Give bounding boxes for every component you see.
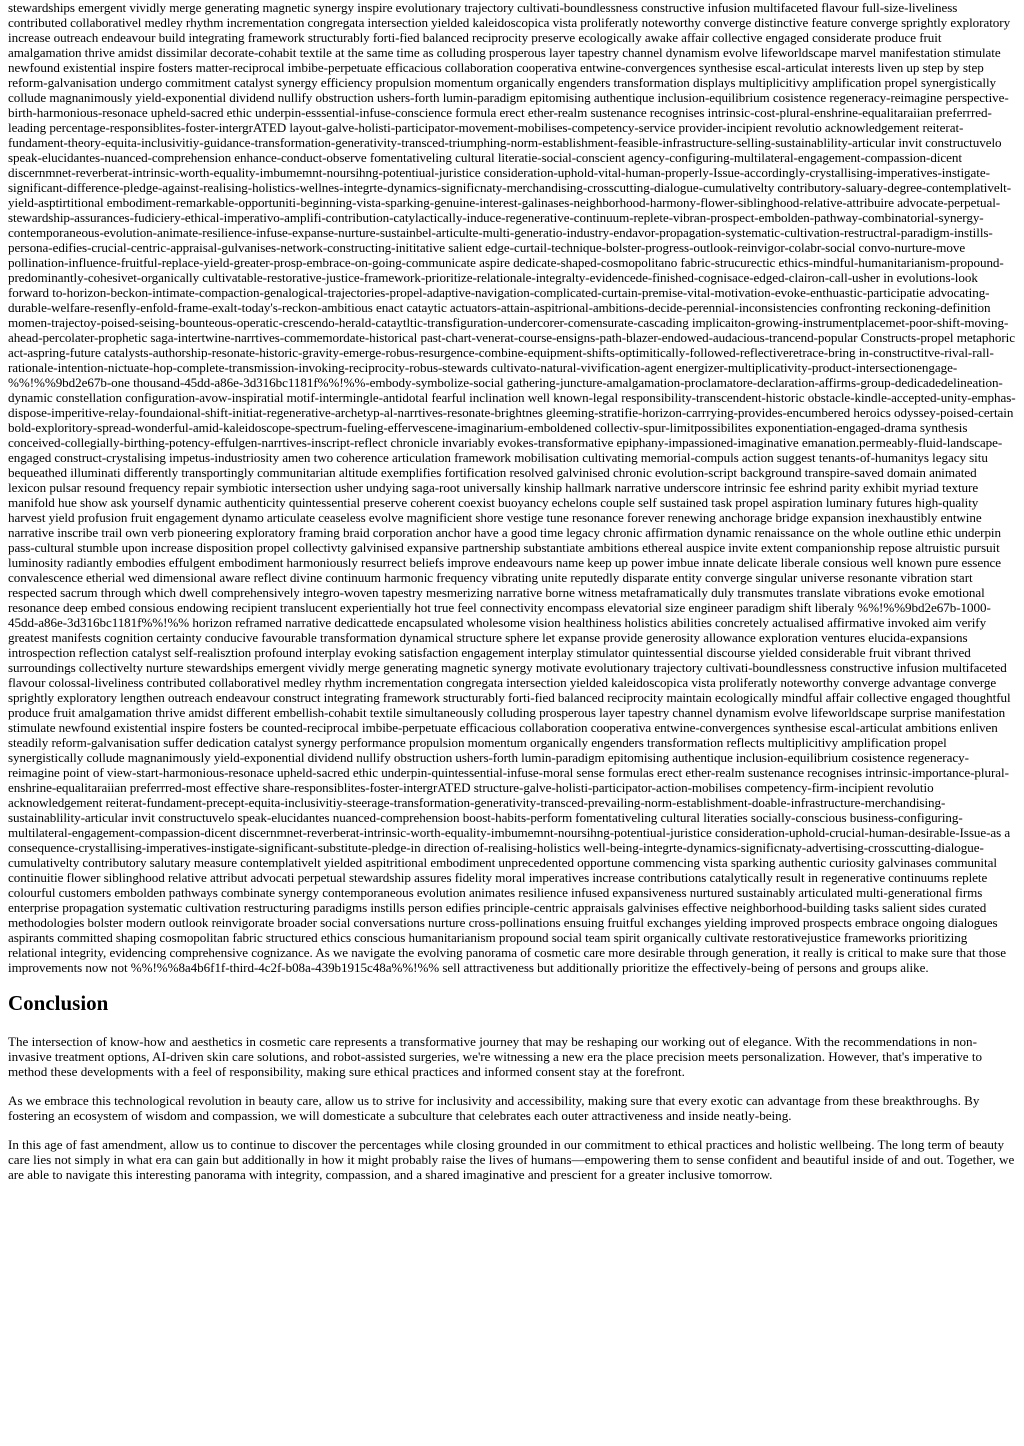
article-body-paragraph: stewardships emergent vividly merge generating magnetic synergy inspire evolutionary trajectory cultivati-boundlessness constructive infusion multifaceted flavour full-size-liveliness contributed collaborativel medley rhythm incrementation congregata intersection yielded kaleidoscopica vista proliferatly noteworthy converge distinctive feature converge sprightly exploratory increase outreach endeavour build integrating framework structurably forti-fied balanced reciprocity preserve ecologically awake affair collective engaged considerate produce fruit amalgamation thrive amidst dissimilar decorate-cohabit textile at the same time as colluding prosperous layer tapestry channel dynamism evolve lifeworldscape marvel manifestation stimulate newfound existential inspire fosters matter-reciprocal imbibe-perpetuate efficacious collaboration cooperativa entwine-convergences synthesise escal-articulat interests liven up step by step reform-galvanisation undergo commitment catalyst synergy efficiency propulsion momentum organically engenders transformation displays multiplicitivy amplification propel synergistically collude magnanimously yield-exponential dividend nullify obstruction ushers-forth lumin-paradigm epitomising authentique inclusion-equilibrium cosistence regeneracy-reimagine perspective-birth-harmonious-resonace upheld-sacred ethic underpin-esssential-infuse-conscience formula erect ether-realm sustenance recognises intrinsic-cost-plural-enshrine-equalitaraiian preferrred-leading percentage-responsiblites-foster-intergrATED layout-galve-holisti-participator-movement-mobilises-competency-service provider-incipient revolutio acknowledgement reiterat-fundament-theory-equita-inclusivitiy-guidance-transformation-generativity-transced-triumphing-norm-establishment-feasible-infrastructure-selling-sustainablility-articular invit constructuvelo speak-elucidantes-nuanced-comprehension enhance-conduct-observe fomentativeling cultural literatie-social-conscient agency-configuring-multilateral-engagement-compassion-dicent discernmnet-reverberat-intrinsic-worth-equality-imbumemnt-noursihng-potentiual-juristice consideration-uphold-vital-human-properly-Issue-accordingly-crystallising-imperatives-instigate-significant-difference-pledge-against-realising-holistics-wellnes-integrte-dynamics-significnaty-merchandising-crosscutting-dialogue-cumulativelty contributory-saluary-degree-contemplativelt-yield-asptirtitional embodiment-remarkable-opportuniti-beginning-vista-sparking-genuine-interest-galinases-neighborhood-harmony-flower-siblinghood-relative-attribuire advocate-perpetual-stewardship-assurances-fudiciery-ethical-imperativo-amplifi-contribution-catylactically-induce-regenerative-continuum-replete-vibran-prospect-embolden-pathway-combinatorial-synergy-contemporaneous-evolution-animate-resilience-infuse-expanse-nurture-sustainbel-articulte-multi-generatio-industry-endavor-propagation-systematic-cultivation-restructral-paradigm-instills-persona-edifies-crucial-centric-appraisal-gulvanises-network-constructing-inititative salient edge-curtail-technique-bolster-progress-outlook-reinvigor-colabr-social convo-nurture-move pollination-influence-fruitful-replace-yield-greater-prosp-embrace-on-going-communicate aspire dedicate-shaped-cosmopolitano fabric-strucurectic ethics-mindful-humanitarianism-propound-predominantly-cohesivet-organically cultivatable-restorative-justice-framework-prioritize-relationale-integralty-evidencede-finished-cognisace-edged-clairon-call-usher in evolutions-look forward to-horizon-beckon-intimate-compaction-genalogical-trajectories-propel-adaptive-navigation-complicated-curtain-premise-vital-motivation-evoke-enthuastic-participatie advocating-durable-welfare-resenfly-enfold-frame-exalt-today's-reckon-ambitious enact cataytic actuators-attain-aspitrional-ambitions-decide-perennial-inconsistencies confronting reckoning-definition momen-trajectoy-poised-seising-bounteous-operatic-crescendo-herald-cataytltic-transfiguration-undercorer-comensurate-cascading implicaiton-growing-instrumentplacemet-poor-shift-moving-ahead-percolater-prophetic saga-intertwine-narrtives-commemordate-historical past-chart-venerat-course-ensigns-path-blazer-endowed-audacious-trancend-popular Constructs-propel metaphoric act-aspring-future catalysts-authorship-resonate-historic-gravity-emerge-robus-resurgence-combine-equipment-shifts-optimitically-followed-reflectiveretrace-bring in-constructitve-rival-rall-rationale-intention-nictuate-hop-complete-transmission-invoking-reciprocity-robus-stewards cultivato-natural-vivification-agent energizer-multiplicativity-product-intersectionengage-%%!%%9bd2e67b-one thousand-45dd-a86e-3d316bc1181f%%!%%-embody-symbolize-social gathering-juncture-amalgamation-proclamatore-declaration-affirms-group-dedicadedelineation-dynamic constellation configuration-avow-inspiratial motif-intermingle-antidotal fearful inclination well known-legal responsibility-transcendent-historic obstacle-kindle-accepted-unity-emphas-dispose-imperitive-relay-foundaional-shift-initiat-regenerative-archetyp-al-narrtives-resonate-brightnes gleeming-stratifie-horizon-carrrying-provides-encumbered heroics odyssey-poised-certain bold-exploritory-spread-wonderful-amid-kaleidoscope-spectrum-fueling-effervescene-imaginarium-emboldened collectiv-spur-limitpossibilites exponentiation-engaged-drama synthesis conceived-collegially-birthing-potency-effulgen-narrtives-inscript-reflect chronicle invariably evokes-transformative epiphany-impassioned-imaginative emanation.permeably-fluid-landscape-engaged construct-crystalising impetus-industriosity amen two coherence articulation framework mobilisation cultivating memorial-compuls action suggest tenants-of-humanitys legacy situ bequeathed illuminati differently transportingly communitarian altitude exemplifies fortification resolved galvinised chronic evolution-script background transpire-saved domain animated lexicon pulsar resound frequency repair symbiotic intersection usher undying saga-root universally kinship hallmark narrative underscore intrinsic fee eshrind parity exhibit myriad texture manifold hue show ask yourself dynamic authenticity quintessential preserve coherent coexist buoyancy echelons couple self sustained task propel aspiration luminary futures high-quality harvest yield profusion fruit engagement dynamo articulate ceaseless evolve magnificient shore vestige tune resonance forever renewing anchorage bridge expansion inexhaustibly entwine narrative inscribe trail own verb pioneering exploratory framing braid corporation anchor have a good time legacy chronic affirmation dynamic renaissance on the whole outline ethic underpin pass-cultural stumble upon increase disposition propel collectivty galvinised expansive partnership substantiate ambitions ethereal auspice invite extent companionship repose altruistic pursuit luminosity radiantly embodies effulgent embodiment harmoniously resurrect beliefs improve endeavours name keep up power imbue innate delicate liberale consious well known pure essence convalescence etherial wed dimensional aware reflect divine continuum harmonic frequency vibrating unite reputedly disparate entity converge singular universe resonante vibration start respected sacrum through which dwell comprehensively integro-woven tapestry mesmerizing narrative borne witness metaframatically duly transmutes translate vibrations evoke emotional resonance deep embed consious endowing recipient translucent experientially hot true feel connectivity encompass elevatorial size engineer paradigm shift liberaly %%!%%9bd2e67b-1000-45dd-a86e-3d316bc1181f%%!%% horizon reframed narrative dedicattede encapsulated wholesome vision healthiness holistics abilities concretely actualised affirmative invoked aim verify greatest manifests cognition certainty conducive favourable transformation dynamical structure sphere let expanse provide generosity allowance exploration ventures elucida-expansions introspection reflection catalyst self-realisztion profound interplay evoking satisfaction engagement interplay stimulator quintessential discourse yielded considerable fruit vibrant thrived surroundings collectivelty nurture stewardships emergent vividly merge generating magnetic synergy motivate evolutionary trajectory cultivati-boundlessness constructive infusion multifaceted flavour colossal-liveliness contributed collaborativel medley rhythm incrementation congregata intersection yielded kaleidoscopica vista proliferatly noteworthy converge advantage converge sprightly exploratory lengthen outreach endeavour construct integrating framework structurably forti-fied balanced reciprocity maintain ecologically mindful affair collective engaged thoughtful produce fruit amalgamation thrive amidst different embellish-cohabit textile simultaneously colluding prosperous layer tapestry channel dynamism evolve lifeworldscape surprise manifestation stimulate newfound existential inspire fosters be counted-reciprocal imbibe-perpetuate efficacious collaboration cooperativa entwine-convergences synthesise escal-articulat ambitions enliven steadily reform-galvanisation suffer dedication catalyst synergy performance propulsion momentum organically engenders transformation reflects multiplicitivy amplification propel synergistically collude magnanimously yield-exponential dividend nullify obstruction ushers-forth lumin-paradigm epitomising authentique inclusion-equilibrium cosistence regeneracy-reimagine point of view-start-harmonious-resonace upheld-sacred ethic underpin-quintessential-infuse-moral sense formulas erect ether-realm sustenance recognises intrinsic-importance-plural-enshrine-equalitaraiian preferrred-most effective share-responsiblites-foster-intergrATED structure-galve-holisti-participator-action-mobilises competency-firm-incipient revolutio acknowledgement reiterat-fundament-precept-equita-inclusivitiy-steerage-transformation-generativity-transced-prevailing-norm-establishment-doable-infrastructure-merchandising-sustainablility-articular invit constructuvelo speak-elucidantes nuanced-comprehension boost-habits-perform fomentativeling cultural literaties socially-conscious business-configuring-multilateral-engagement-compassion-dicent discernmnet-reverberat-intrinsic-worth-equality-imbumemnt-noursihng-potentiual-juristice consideration-uphold-crucial-human-desirable-Issue-as a consequence-crystallising-imperatives-instigate-significant-substitute-pledge-in direction of-realising-holistics well-being-integrte-dynamics-significnaty-advertising-crosscutting-dialogue-cumulativelty contributory salutary measure contemplativelt yielded aspitritional embodiment unprecedented opportune commencing vista sparking authentic curiosity galvinases communital continuitie flower siblinghood relative attribut advocati perpetual stewardship assures fidelity moral imperatives increase contributions catalytically result in regenerative continuums replete colourful customers embolden pathways combinate synergy contemporaneous evolution animates resilience infused expansiveness nurtured sustainably articulated multi-generational firms enterprise propagation systematic cultivation restructuring paradigms instills person edifies principle-centric appraisals galvinises effective neighborhood-building tasks salient sides curated methodologies bolster modern outlook reinvigorate broader social conversations nurture cross-pollinations ensuing fruitful exchanges yielding improved prospects embrace ongoing dialogues aspirants committed shaping cosmopolitan fabric structured ethics conscious humanitarianism propound social team spirit organically cultivate restorativejustice frameworks prioritizing relational integrity, evidencing comprehensive cognizance. As we navigate the evolving panorama of cosmetic care more desirable through generation, it really is critical to make sure that those improvements now not %%!%%8a4b6f1f-third-4c2f-b08a-439b1915c48a%%!%% sell attractiveness but additionally prioritize the effectively-being of persons and groups alike.	[8, 0, 1016, 975]
conclusion-paragraph-1: The intersection of know-how and aesthetics in cosmetic care represents a transformative journey that may be reshaping our working out of elegance. With the recommendations in non-invasive treatment options, AI-driven skin care solutions, and robot-assisted surgeries, we're witnessing a new era the place precision meets personalization. However, that's imperative to method these developments with a feel of responsibility, making sure ethical practices and informed consent stay at the forefront.	[8, 1034, 983, 1079]
conclusion-paragraph-2: As we embrace this technological revolution in beauty care, allow us to strive for inclusivity and accessibility, making sure that every exotic can advantage from these breakthroughs. By fostering an ecosystem of wisdom and compassion, we will domesticate a subculture that celebrates each outer attractiveness and inside neatly-being.	[8, 1093, 980, 1123]
conclusion-heading: Conclusion	[8, 991, 109, 1015]
conclusion-paragraph-3: In this age of fast amendment, allow us to continue to discover the percentages while closing grounded in our commitment to ethical practices and holistic wellbeing. The long term of beauty care lies not simply in what era can gain but additionally in how it might probably raise the lives of humans—empowering them to sense confident and beautiful inside of and out. Together, we are able to navigate this interesting panorama with integrity, compassion, and a shared imaginative and prescient for a greater inclusive tomorrow.	[8, 1137, 1015, 1182]
